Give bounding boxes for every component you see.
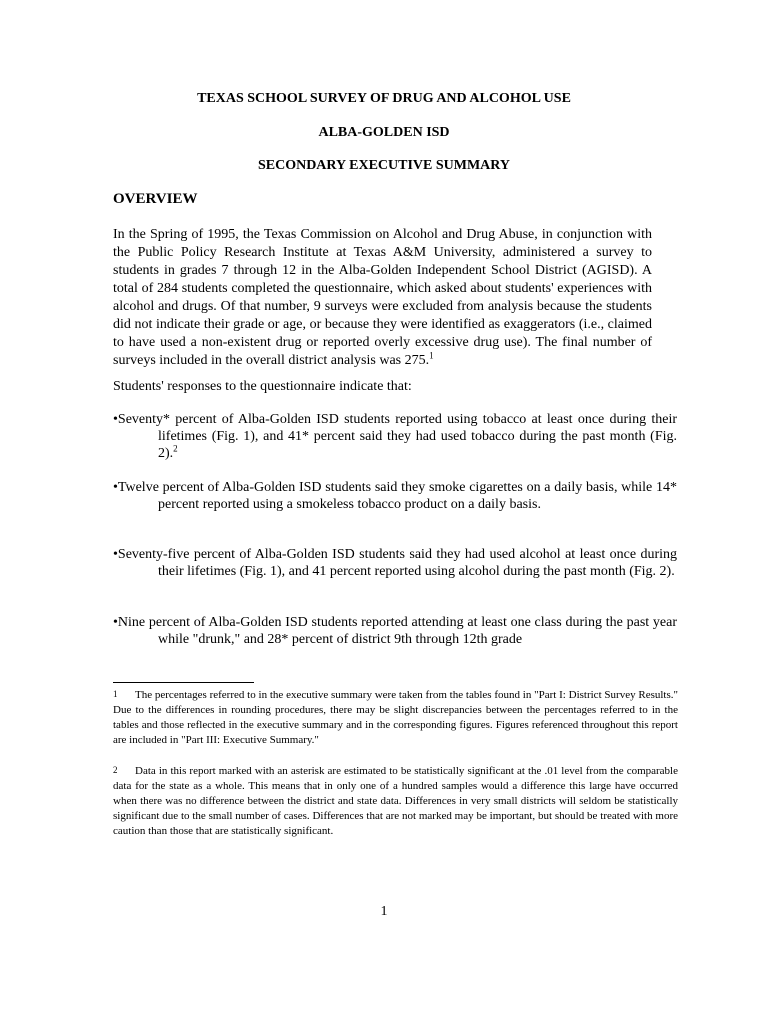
footnote-2: [113, 763, 678, 839]
footnote-number: 2: [113, 765, 118, 775]
footnote-1: [113, 687, 678, 748]
bullet-item: [113, 411, 677, 462]
district-name: ALBA-GOLDEN ISD: [318, 125, 450, 140]
footnote-ref-2: 2: [173, 443, 178, 454]
footnote-number: 1: [113, 689, 118, 699]
section-heading-overview: OVERVIEW: [113, 191, 198, 207]
footnote-ref-1: 1: [429, 350, 434, 361]
summary-title: SECONDARY EXECUTIVE SUMMARY: [257, 158, 511, 173]
footnote-text: The percentages referred to in the executive summary were taken from the tables found in "Part I: District Survey Results." Due to the differences in rounding procedures, there may be slight discrepancies between the percentages referred to in the tables and those reflected in the executive summary and in the corresponding figures. Figures referenced throughout this report are included in "Part III: Executive Summary.": [113, 689, 678, 746]
bullet-text: •Seventy-five percent of Alba-Golden ISD students said they had used alcohol at least once during their lifetimes (Fig. 1), and 41 percent reported using alcohol during the past month (Fig. 2).: [113, 547, 677, 579]
page-number: 1: [380, 904, 388, 919]
bullet-item: [113, 614, 677, 648]
footnote-text: Data in this report marked with an asterisk are estimated to be statistically significant at the .01 level from the comparable data for the state as a whole. This means that in only one of a hundred samples would a difference this large have occurred when there was no difference between the district and state data. Differences in very small districts will seldom be statistically significant due to the small number of cases. Differences that are not marked may be important, but should be treated with more caution than those that are statistically significant.: [113, 765, 678, 837]
bullet-text: •Seventy* percent of Alba-Golden ISD students reported using tobacco at least once during their lifetimes (Fig. 1), and 41* percent said they had used tobacco during the past month (Fig. 2).: [113, 412, 677, 461]
bullet-item: [113, 546, 677, 580]
bullet-text: •Twelve percent of Alba-Golden ISD students said they smoke cigarettes on a daily basis, while 14* percent reported using a smokeless tobacco product on a daily basis.: [113, 480, 677, 512]
lead-in-text: Students' responses to the questionnaire indicate that:: [113, 379, 412, 394]
document-title: TEXAS SCHOOL SURVEY OF DRUG AND ALCOHOL USE: [197, 91, 571, 106]
bullet-item: [113, 479, 677, 513]
footnote-divider: [113, 682, 254, 683]
intro-paragraph-text: In the Spring of 1995, the Texas Commission on Alcohol and Drug Abuse, in conjunction with the Public Policy Research Institute at Texas A&M University, administered a survey to students in grades 7 through 12 in the Alba-Golden Independent School District (AGISD). A total of 284 students completed the questionnaire, which asked about students' experiences with alcohol and drugs. Of that number, 9 surveys were excluded from analysis because the students did not indicate their grade or age, or because they were identified as exaggerators (i.e., claimed to have used a non-existent drug or reported overly excessive drug use). The final number of surveys included in the overall district analysis was 275.: [113, 227, 652, 368]
bullet-text: •Nine percent of Alba-Golden ISD students reported attending at least one class during the past year while "drunk," and 28* percent of district 9th through 12th grade: [113, 615, 677, 647]
intro-paragraph: [113, 226, 652, 370]
